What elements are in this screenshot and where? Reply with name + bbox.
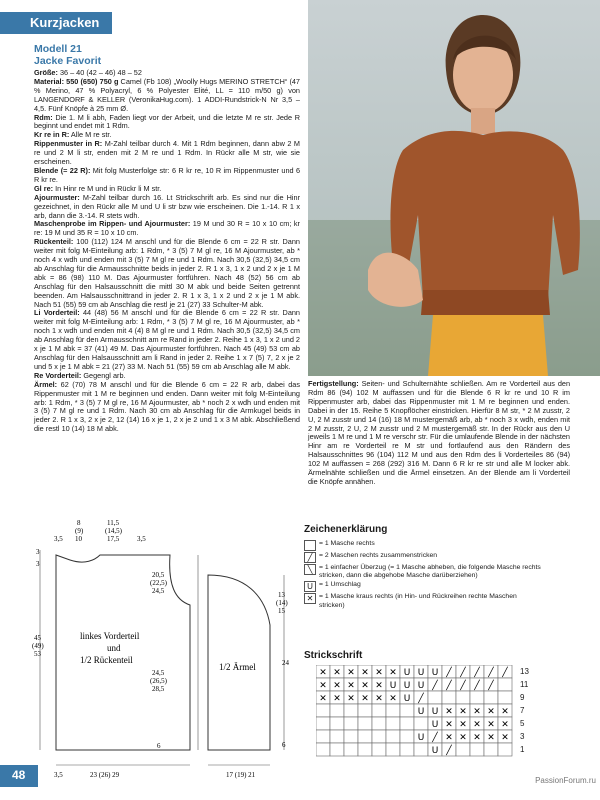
symbol-legend [304, 524, 544, 611]
stitch-symbol: ✕ [501, 707, 509, 717]
page-number: 48 [12, 768, 26, 782]
measure: 8 [77, 519, 81, 527]
stitch-symbol: ╱ [418, 694, 424, 704]
legend-item [304, 540, 544, 551]
stitch-cell [330, 717, 344, 730]
stitch-cell [414, 717, 428, 730]
stitch-cell [400, 743, 414, 756]
legend-symbol-icon: ╲ [304, 564, 316, 575]
stitch-symbol: ╱ [460, 681, 466, 691]
stitch-cell [344, 743, 358, 756]
instruction-text: 100 (112) 124 M anschl und für die Blende 6 cm = 22 R str. Dann weiter mit folg M-Einteilung arb: 1 Rdm, * 3 (5) 7 M gl re, 16 M Ajourmuster, ab * noch 4 x wdh und enden mit 3 (5) 7 M gl re und 1 Rdm. Nach 30,5 (32,5) 34,5 cm ab Anschlag für die Armausschnitte beids in jeder 2. R 1 x 3, 1 x 2 und 2 x je 1 M abk = 86 (98) 110 M. Das Ajourmuster fortführen. Nach 48 (52) 56 cm ab Anschlag für den Halsausschnitt die mittl 30 M abk und beide Seiten getrennt beenden. Am Halsausschnittrand in jeder 2. R 1 x 3, 1 x 2 und 2 x je 1 M abk. Nach 51 (55) 59 cm ab Anschlag die restl je 21 (27) 33 Schulter-M abk. [34, 237, 300, 309]
row-number: 1 [520, 745, 525, 754]
stitch-symbol: ✕ [319, 694, 327, 704]
measure: 3 [36, 548, 40, 556]
stitch-symbol: U [417, 733, 425, 743]
stitch-cell [470, 743, 484, 756]
stitch-cell [372, 704, 386, 717]
stitch-cell [330, 704, 344, 717]
stitch-cell [316, 704, 330, 717]
measure: 6 [282, 741, 286, 749]
stitch-symbol: ✕ [473, 733, 481, 743]
stitch-cell [358, 730, 372, 743]
stitch-cell [344, 717, 358, 730]
legend-item [304, 552, 544, 563]
stitch-cell [498, 678, 512, 691]
stitch-cell [330, 743, 344, 756]
model-name: Jacke Favorit [34, 55, 102, 67]
sleeve-label: 1/2 Ärmel [219, 662, 256, 672]
model-number: Modell 21 [34, 43, 82, 55]
stitch-cell [372, 717, 386, 730]
instruction-text: 19 M und 30 R = 10 x 10 cm; kr re: 19 M und 35 R = 10 x 10 cm. [34, 219, 300, 238]
measure: (22,5) [150, 579, 167, 587]
instruction-text: Gegengl arb. [81, 370, 126, 380]
schematic-diagram [0, 515, 300, 785]
legend-title: Zeichenerklärung [304, 524, 388, 535]
stitch-symbol: ✕ [375, 681, 383, 691]
legend-text: = 1 Umschlag [319, 581, 361, 589]
measure: (14) [276, 599, 288, 607]
instruction-label: Rippenmuster in R: [34, 139, 103, 149]
stitch-cell [386, 704, 400, 717]
row-number: 13 [520, 667, 529, 676]
instruction-paragraph [34, 114, 300, 132]
stitch-symbol: U [431, 707, 439, 717]
legend-symbol-icon: U [304, 581, 316, 592]
measure: 24,5 [152, 587, 165, 595]
stitch-symbol: ╱ [446, 681, 452, 691]
instruction-text: Camel (Fb 108) „Woolly Hugs MERINO STRETCH“ (47 % Merino, 47 % Polyacryl, 6 % Polyester Elité, LL = 110 m/50 g) von LANGENDORF & KELLER (VeronikaHug.com). 1 ADDI-Rundstrick-N Nr 3,5 – 4,5. Fünf Knöpfe à 25 mm Ø. [34, 76, 300, 113]
legend-item [304, 564, 544, 580]
instruction-text: 44 (48) 56 M anschl und für die Blende 6 cm = 22 R str. Dann weiter mit folg M-Einteilung arb: 1 Rdm, * 3 (5) 7 M gl re, 16 M Ajourmuster, ab * noch 1 x wdh und enden mit 4 (4) 8 M gl re und 1 Rdm. Nach 30,5 (32,5) 34,5 cm ab Anschlag für den Armausschnitt am re Rand in jeder 2. Reihe 1 x 3, 1 x 2 und 2 x je 1 M abk = 37 (41) 49 M. Das Ajourmuster fortführen. Nach 45 (49) 53 cm ab Anschlag für den Halsausschnitt am li Rand in jeder 2. Reihe 1 x 7 (5) 7, 2 x je 2 und 5 x je 1 M abk = 21 (27) 33 M. Nach 51 (55) 59 cm ab Anschlag alle M abk. [34, 308, 300, 371]
measure: 24 [282, 659, 289, 667]
stitch-cell [372, 730, 386, 743]
row-number: 5 [520, 719, 525, 728]
stitch-symbol: ╱ [502, 668, 508, 678]
stitch-cell [372, 743, 386, 756]
stitch-cell [400, 730, 414, 743]
stitch-cell [442, 691, 456, 704]
stitch-symbol: ╱ [474, 668, 480, 678]
stitch-chart-grid [316, 665, 516, 775]
stitch-symbol: U [417, 681, 425, 691]
legend-item [304, 581, 544, 592]
instruction-label: Material: 550 (650) 750 g [34, 76, 119, 86]
measure: 28,5 [152, 685, 165, 693]
stitch-symbol: ╱ [460, 668, 466, 678]
stitch-symbol: ✕ [375, 694, 383, 704]
stitch-symbol: ✕ [501, 733, 509, 743]
stitch-cell [484, 743, 498, 756]
measure: 15 [278, 607, 285, 615]
instruction-label: Ärmel: [34, 379, 58, 389]
row-number: 9 [520, 693, 525, 702]
stitch-cell [498, 691, 512, 704]
stitch-cell [330, 730, 344, 743]
measure: 13 [278, 591, 285, 599]
body-label-1: linkes Vorderteil [80, 631, 140, 641]
stitch-symbol: ✕ [445, 720, 453, 730]
stitch-cell [386, 743, 400, 756]
stitch-symbol: ✕ [487, 733, 495, 743]
instruction-paragraph [34, 381, 300, 434]
stitch-symbol: ✕ [459, 707, 467, 717]
stitch-symbol: ✕ [487, 707, 495, 717]
legend-text: = 2 Maschen rechts zusammenstricken [319, 552, 438, 559]
stitch-symbol: ✕ [459, 733, 467, 743]
instruction-label: Rdm: [34, 112, 53, 122]
legend-symbol-icon: ╱ [304, 552, 316, 563]
stitch-symbol: ✕ [389, 668, 397, 678]
measure: 6 [157, 742, 161, 750]
stitch-symbol: ✕ [319, 681, 327, 691]
stitch-symbol: U [431, 668, 439, 678]
stitch-symbol: ✕ [473, 707, 481, 717]
stitch-cell [456, 743, 470, 756]
stitch-symbol: ✕ [445, 707, 453, 717]
measure: (26,5) [150, 677, 167, 685]
instruction-text: Mit folg Musterfolge str: 6 R kr re, 10 R im Rippenmuster und 6 R kr re. [34, 165, 300, 184]
measure: 20,5 [152, 571, 165, 579]
stitch-cell [400, 717, 414, 730]
row-number: 3 [520, 732, 525, 741]
instructions-column [34, 44, 300, 434]
stitch-symbol: ✕ [487, 720, 495, 730]
measure: (49) [32, 642, 44, 650]
stitch-symbol: U [431, 720, 439, 730]
instruction-text: Alle M re str. [69, 130, 112, 140]
stitch-symbol: ✕ [347, 694, 355, 704]
row-number: 7 [520, 706, 525, 715]
measure: 3,5 [54, 771, 63, 779]
measure: 23 (26) 29 [90, 771, 120, 779]
stitch-symbol: ✕ [347, 668, 355, 678]
stitch-cell [344, 730, 358, 743]
measure: 17 (19) 21 [226, 771, 256, 779]
stitch-row-numbers [520, 665, 529, 756]
legend-text: = 1 einfacher Überzug (= 1 Masche abheben, die folgende Masche rechts stricken, dann die abgehobe Masche darüberziehen) [319, 564, 541, 580]
stitch-symbol: ✕ [375, 668, 383, 678]
stitch-symbol: ✕ [459, 720, 467, 730]
stitch-cell [428, 691, 442, 704]
instruction-text: In Hinr re M und in Rückr li M str. [53, 183, 162, 193]
stitch-symbol: U [417, 668, 425, 678]
instruction-label: Re Vorderteil: [34, 370, 82, 380]
measure: (14,5) [105, 527, 122, 535]
stitch-symbol: ╱ [432, 733, 438, 743]
instruction-text: M-Zahl teilbar durch 16. Lt Strickschrift arb. Es sind nur die Hinr gezeichnet, in den Rückr alle M und U li str bzw wie erscheinen. Die 1.-14. R 1 x arb, dann die 3.-14. R stets wdh. [34, 192, 300, 220]
page-number-tab [0, 765, 38, 787]
watermark: PassionForum.ru [535, 776, 596, 785]
legend-item [304, 593, 544, 609]
legend-symbol-icon [304, 540, 316, 551]
finishing-text: Seiten- und Schulternähte schließen. Am re Vorderteil aus den Rdm 86 (94) 102 M auffassen und für die Blende 6 R kr re und 10 R im Rippenmuster arb, dabei das Rippenmuster mit 1 M re beginnen und enden. Dabei in der 15. Reihe 5 Knopflöcher einstricken. Hierfür 8 M str, * 2 M zusstr, 2 U, 2 M zusstr und 14 (16) 18 M mustergemäß arb, ab * noch 3 x wdh, enden mit 2 M zusstr, 2 U, 2 M zusstr und 2 M mustergemäß str. In der Rückr aus den U jeweils 1 M re und 1 M re verschr str. Für die umlaufende Blende in der nächsten Hinr am re Vorderteil re M str und fortlaufend aus den Rändern des Halsausschnittes 96 (104) 112 M und aus den Rdm des li Vorderteiles 86 (94) 102 M auffassen = 268 (292) 316 M. Dann 6 R kr re str und alle M locker abk. Ärmelnähte schließen und die Ärmel einsetzen. An der Blende am li Vorderteil die Knöpfe annähen. [308, 379, 570, 486]
measure: 24,5 [152, 669, 165, 677]
measure: 53 [34, 650, 41, 658]
stitch-symbol: ✕ [333, 668, 341, 678]
stitch-symbol: ╱ [432, 681, 438, 691]
instruction-text: 36 – 40 (42 – 46) 48 – 52 [57, 68, 142, 77]
stitch-cell [470, 691, 484, 704]
stitch-symbol: ✕ [361, 668, 369, 678]
stitch-cell [386, 730, 400, 743]
instruction-paragraph [34, 78, 300, 114]
section-title: Kurzjacken [30, 15, 100, 30]
instruction-paragraph [34, 140, 300, 167]
stitch-symbol: ✕ [445, 733, 453, 743]
instruction-label: Blende (= 22 R): [34, 165, 91, 175]
stitch-symbol: ✕ [389, 694, 397, 704]
row-number: 11 [520, 680, 529, 689]
instruction-paragraph [34, 220, 300, 238]
instruction-paragraph [34, 194, 300, 221]
measure: 10 [75, 535, 82, 543]
instruction-text: 62 (70) 78 M anschl und für die Blende 6 cm = 22 R arb, dabei das Rippenmuster mit 1 M re beginnen und enden. Dann weiter mit folg M-Einteilung arb: 1 Rdm, * 3 (5) 7 M gl re, 16 M Ajourmuster, ab * noch 2 x wdh und enden mit 3 (5) 7 M gl re und 1 Rdm. Nach 30 cm ab Anschlag für die Armkugel beids in jeder 2. R 1 x 3, 2 x je 2, 12 (14) 16 x je 1, 2 x je 2 und 1 x 3 M abk. Abschließend die restl 10 (14) 18 M abk. [34, 379, 300, 434]
instruction-label: Ajourmuster: [34, 192, 80, 202]
stitch-symbol: U [403, 668, 411, 678]
instruction-paragraph [34, 309, 300, 371]
stitch-cell [484, 691, 498, 704]
body-label-2: und [107, 643, 121, 653]
measure: 3,5 [137, 535, 146, 543]
stitch-cell [414, 743, 428, 756]
legend-text: = 1 Masche kraus rechts (in Hin- und Rückreihen rechte Maschen stricken) [319, 593, 517, 609]
stitch-cell [358, 743, 372, 756]
instruction-paragraph [34, 238, 300, 309]
instruction-text: M-Zahl teilbar durch 4. Mit 1 Rdm beginnen, dann abw 2 M re und 2 M li str, enden mit 2 M re und 1 Rdm. In Rückr alle M str, wie sie erscheinen. [34, 139, 300, 167]
instruction-label: Rückenteil: [34, 237, 74, 247]
instruction-label: Größe: [34, 68, 58, 77]
stitch-symbol: ✕ [361, 681, 369, 691]
stitch-cell [358, 717, 372, 730]
stitch-symbol: ✕ [319, 668, 327, 678]
measure: 3 [36, 560, 40, 568]
body-outline [56, 555, 190, 750]
stitch-cell [316, 743, 330, 756]
stitch-cell [498, 743, 512, 756]
finishing-paragraph [308, 380, 570, 487]
instructions-list [34, 69, 300, 434]
stitch-symbol: ✕ [473, 720, 481, 730]
stitch-cell [400, 704, 414, 717]
instruction-paragraph [34, 167, 300, 185]
stitch-symbol: ✕ [333, 681, 341, 691]
stitch-symbol: ✕ [361, 694, 369, 704]
legend-text: = 1 Masche rechts [319, 540, 375, 547]
instruction-label: Maschenprobe im Rippen- und Ajourmuster: [34, 219, 191, 229]
stitch-cell [316, 730, 330, 743]
stitch-symbol: ╱ [446, 668, 452, 678]
stitch-cell [344, 704, 358, 717]
stitch-cell [456, 691, 470, 704]
stitch-symbol: ╱ [474, 681, 480, 691]
finishing-label: Fertigstellung: [308, 379, 359, 388]
stitch-symbol: ✕ [333, 694, 341, 704]
stitch-symbol: ✕ [347, 681, 355, 691]
measure: (9) [75, 527, 84, 535]
body-label-3: 1/2 Rückenteil [80, 655, 133, 665]
stitch-symbol: ╱ [488, 681, 494, 691]
measure: 3,5 [54, 535, 63, 543]
legend-symbol-icon: ✕ [304, 593, 316, 604]
stitch-symbol: U [403, 694, 411, 704]
stitch-symbol: U [403, 681, 411, 691]
measure: 11,5 [107, 519, 119, 527]
instruction-label: Li Vorderteil: [34, 308, 80, 318]
stitch-symbol: U [431, 746, 439, 756]
measure: 45 [34, 634, 41, 642]
stitch-cell [358, 704, 372, 717]
photo-illustration [308, 0, 600, 376]
stitch-symbol: ╱ [488, 668, 494, 678]
stitch-symbol: ✕ [501, 720, 509, 730]
legend-list [304, 540, 544, 610]
stitch-cell [316, 717, 330, 730]
stitch-chart-title: Strickschrift [304, 650, 363, 661]
stitch-symbol: U [417, 707, 425, 717]
instruction-label: Gl re: [34, 183, 54, 193]
model-photo [308, 0, 600, 376]
section-tab [0, 12, 112, 34]
stitch-symbol: U [389, 681, 397, 691]
instruction-label: Kr re in R: [34, 130, 70, 140]
measure: 17,5 [107, 535, 120, 543]
stitch-cell [386, 717, 400, 730]
instruction-text: Die 1. M li abh, Faden liegt vor der Arbeit, und die letzte M re str. Jede R beginnt und endet mit 1 Rdm. [34, 112, 300, 131]
stitch-symbol: ╱ [446, 746, 452, 756]
